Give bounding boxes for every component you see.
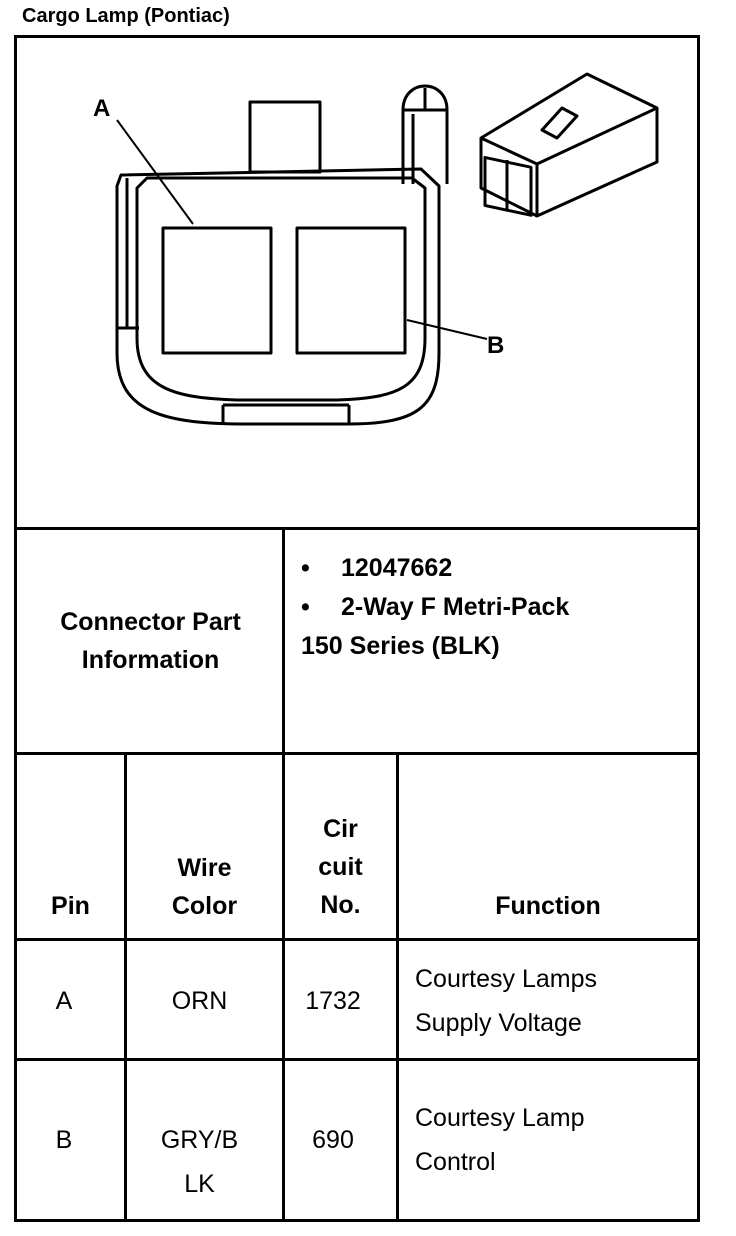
row-a-function: Courtesy Lamps Supply Voltage <box>415 965 598 1037</box>
row-divider <box>14 938 700 941</box>
section-divider <box>14 752 700 755</box>
header-pin: Pin <box>51 892 90 920</box>
part-number: 12047662 <box>341 554 453 582</box>
connector-isometric-view <box>481 74 657 216</box>
page-title: Cargo Lamp (Pontiac) <box>22 5 230 27</box>
row-b-circuit: 690 <box>312 1126 354 1154</box>
part-description: 2-Way F Metri-Pack <box>341 593 570 621</box>
header-wire-color: Wire Color <box>171 854 238 920</box>
callout-b-label: B <box>487 332 505 359</box>
connector-drawing <box>17 38 697 528</box>
row-divider <box>14 1058 700 1061</box>
row-b-pin: B <box>55 1126 73 1154</box>
row-b-function: Courtesy Lamp Control <box>415 1104 585 1176</box>
column-divider <box>396 755 399 1222</box>
callout-a-label: A <box>93 95 111 122</box>
connector-part-info <box>301 549 569 666</box>
connector-housing-outline <box>117 169 439 424</box>
bullet-icon: • <box>301 554 310 582</box>
row-a-pin: A <box>55 987 73 1015</box>
row-a-wire-color: ORN <box>171 987 228 1015</box>
connector-housing-inner <box>137 178 425 400</box>
connector-part-info-label: Connector Part Information <box>60 608 241 674</box>
row-a-circuit: 1732 <box>305 987 361 1015</box>
part-series: 150 Series (BLK) <box>301 632 500 660</box>
connector-top-tab <box>250 102 320 172</box>
header-circuit-number: Cir cuit No. <box>318 815 363 919</box>
header-function: Function <box>495 892 601 920</box>
cavity-a <box>163 228 271 353</box>
bullet-icon: • <box>301 593 310 621</box>
cavity-b <box>297 228 405 353</box>
callout-b-leader <box>407 320 487 339</box>
row-b-wire-color: GRY/B LK <box>160 1126 239 1198</box>
